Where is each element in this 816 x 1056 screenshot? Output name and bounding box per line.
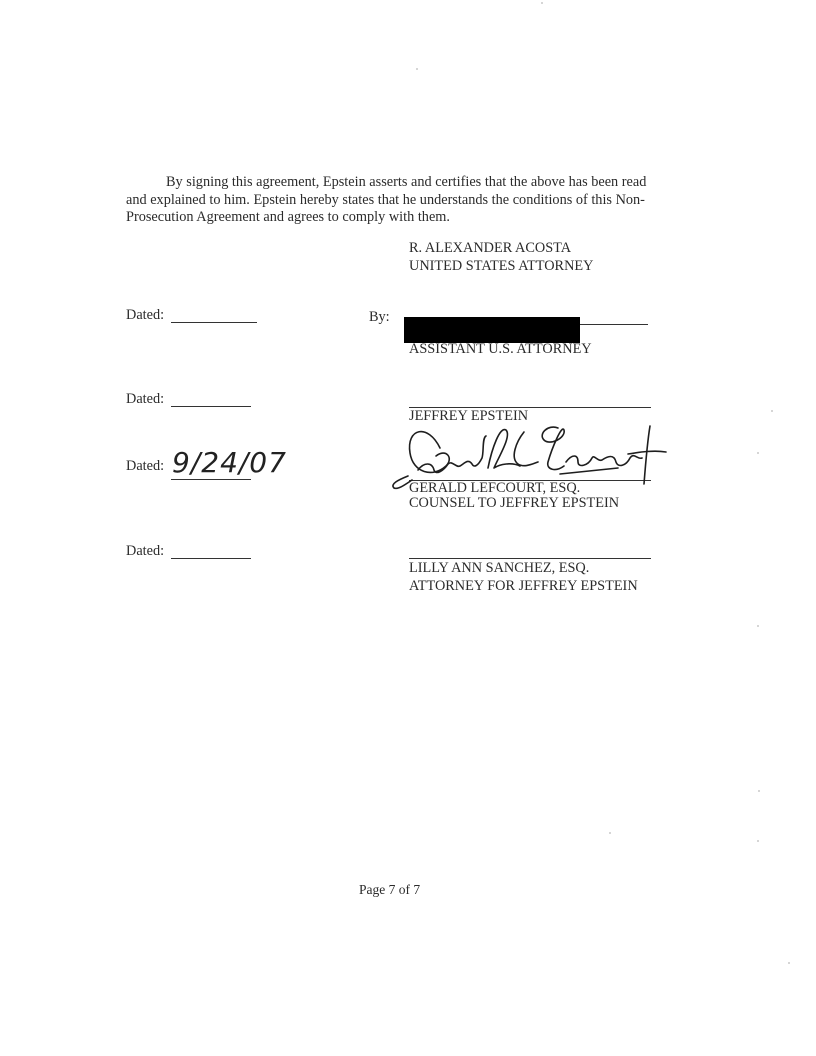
sanchez-role: ATTORNEY FOR JEFFREY EPSTEIN bbox=[409, 578, 638, 594]
dated-label-2: Dated: bbox=[126, 391, 165, 407]
handwritten-date: 9/24/07 bbox=[172, 446, 287, 479]
scan-speck bbox=[757, 625, 759, 627]
dated-label-1: Dated: bbox=[126, 307, 165, 323]
dated-line-1 bbox=[171, 322, 257, 323]
lefcourt-name: GERALD LEFCOURT, ESQ. bbox=[409, 480, 581, 496]
dated-label-3: Dated: bbox=[126, 458, 165, 474]
assistant-us-attorney-title: ASSISTANT U.S. ATTORNEY bbox=[409, 341, 592, 357]
dated-line-3 bbox=[171, 479, 251, 480]
page-number: Page 7 of 7 bbox=[359, 882, 421, 897]
redaction-bar bbox=[404, 317, 580, 343]
by-label: By: bbox=[369, 309, 390, 325]
us-attorney-title: UNITED STATES ATTORNEY bbox=[409, 258, 594, 274]
scan-speck bbox=[416, 68, 418, 70]
dated-label-4: Dated: bbox=[126, 543, 165, 559]
sanchez-signature-line bbox=[409, 558, 651, 559]
dated-line-2 bbox=[171, 406, 251, 407]
scan-speck bbox=[788, 962, 790, 964]
paragraph-line-3: Prosecution Agreement and agrees to comply with them. bbox=[126, 209, 450, 225]
lefcourt-role: COUNSEL TO JEFFREY EPSTEIN bbox=[409, 495, 620, 511]
scan-speck bbox=[541, 2, 543, 4]
epstein-name: JEFFREY EPSTEIN bbox=[409, 408, 529, 424]
paragraph-line-1: By signing this agreement, Epstein asserts and certifies that the above has been read bbox=[166, 174, 647, 190]
certification-paragraph bbox=[126, 174, 656, 227]
dated-line-4 bbox=[171, 558, 251, 559]
scan-speck bbox=[757, 840, 759, 842]
us-attorney-name: R. ALEXANDER ACOSTA bbox=[409, 240, 572, 256]
scan-speck bbox=[609, 832, 611, 834]
scan-speck bbox=[757, 452, 759, 454]
scan-speck bbox=[758, 790, 760, 792]
scan-speck bbox=[771, 410, 773, 412]
paragraph-line-2: and explained to him. Epstein hereby states that he understands the conditions of this Non- bbox=[126, 191, 645, 208]
sanchez-name: LILLY ANN SANCHEZ, ESQ. bbox=[409, 560, 590, 576]
